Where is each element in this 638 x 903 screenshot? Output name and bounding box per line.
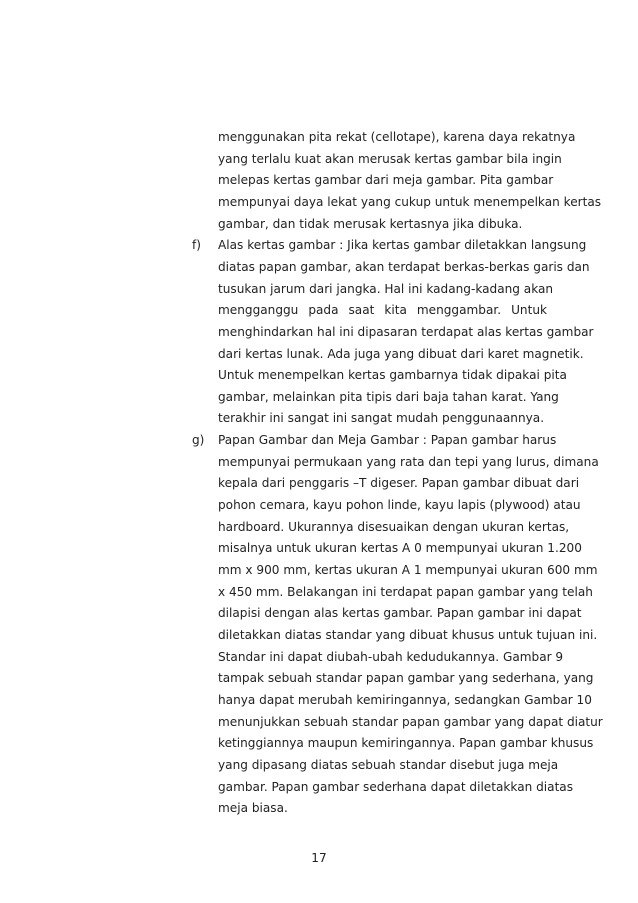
page-number: 17 <box>311 851 327 865</box>
text-line: tusukan jarum dari jangka. Hal ini kadang-kadang akan <box>218 281 554 296</box>
text-line: mm x 900 mm, kertas ukuran A 1 mempunyai ukuran 600 mm <box>218 563 598 577</box>
list-marker: g) <box>192 433 205 448</box>
text-line: x 450 mm. Belakangan ini terdapat papan gambar yang telah <box>218 584 593 599</box>
text-line: menghindarkan hal ini dipasaran terdapat alas kertas gambar <box>218 324 594 339</box>
text-line: mempunyai permukaan yang rata dan tepi yang lurus, dimana <box>218 454 599 469</box>
text-line: ketinggiannya maupun kemiringannya. Papan gambar khusus <box>218 736 594 751</box>
text-line: hardboard. Ukurannya disesuaikan dengan ukuran kertas, <box>218 519 570 534</box>
text-line: mengganggu pada saat kita menggambar. Untuk <box>218 303 547 318</box>
text-line: yang terlalu kuat akan merusak kertas gambar bila ingin <box>218 151 562 166</box>
text-line: dari kertas lunak. Ada juga yang dibuat dari karet magnetik. <box>218 346 584 361</box>
text-line: dilapisi dengan alas kertas gambar. Papan gambar ini dapat <box>218 606 582 621</box>
text-line: pohon cemara, kayu pohon linde, kayu lapis (plywood) atau <box>218 498 581 513</box>
text-line: yang dipasang diatas sebuah standar disebut juga meja <box>218 757 559 772</box>
list-marker: f) <box>192 238 201 253</box>
text-line: meja biasa. <box>218 801 288 816</box>
text-line: kepala dari penggaris –T digeser. Papan gambar dibuat dari <box>218 476 580 491</box>
text-line: diatas papan gambar, akan terdapat berkas-berkas garis dan <box>218 259 590 274</box>
text-line: Standar ini dapat diubah-ubah kedudukannya. Gambar 9 <box>218 649 564 664</box>
text-line: diletakkan diatas standar yang dibuat khusus untuk tujuan ini. <box>218 627 598 642</box>
text-line: Papan Gambar dan Meja Gambar : Papan gambar harus <box>218 433 557 448</box>
text-line: hanya dapat merubah kemiringannya, sedangkan Gambar 10 <box>218 692 592 707</box>
text-line: menggunakan pita rekat (cellotape), karena daya rekatnya <box>218 130 576 144</box>
text-line: menunjukkan sebuah standar papan gambar yang dapat diatur <box>218 714 603 729</box>
text-line: Untuk menempelkan kertas gambarnya tidak dipakai pita <box>218 368 567 383</box>
text-line: gambar, dan tidak merusak kertasnya jika dibuka. <box>218 216 523 231</box>
text-line: misalnya untuk ukuran kertas A 0 mempunyai ukuran 1.200 <box>218 541 582 556</box>
text-line: gambar, melainkan pita tipis dari baja tahan karat. Yang <box>218 389 559 404</box>
text-line: melepas kertas gambar dari meja gambar. Pita gambar <box>218 173 554 188</box>
text-line: terakhir ini sangat ini sangat mudah penggunaannya. <box>218 411 545 426</box>
text-line: gambar. Papan gambar sederhana dapat diletakkan diatas <box>218 779 574 794</box>
text-line: Alas kertas gambar : Jika kertas gambar diletakkan langsung <box>218 238 587 253</box>
text-line: mempunyai daya lekat yang cukup untuk menempelkan kertas <box>218 194 602 209</box>
text-line: tampak sebuah standar papan gambar yang sederhana, yang <box>218 671 594 686</box>
